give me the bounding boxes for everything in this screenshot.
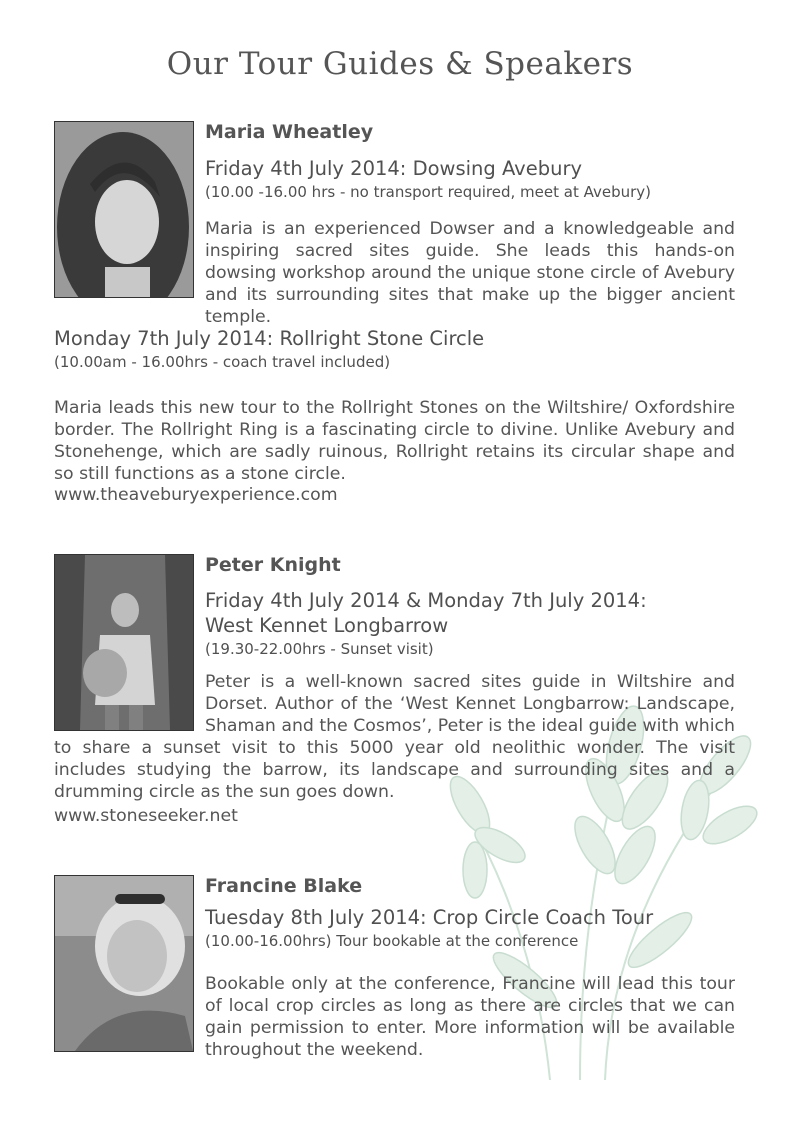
event-time-crop-circle: (10.00-16.00hrs) Tour bookable at the conference [205,932,579,950]
peter-description-block [54,671,735,803]
event-time-rollright: (10.00am - 16.00hrs - coach travel included) [54,353,391,371]
speaker-name-francine: Francine Blake [205,875,363,897]
francine-blake-photo [54,875,194,1052]
page-title: Our Tour Guides & Speakers [166,46,634,82]
event-dowsing-avebury: Friday 4th July 2014: Dowsing Avebury [205,157,583,180]
event-west-kennet-longbarrow: West Kennet Longbarrow [205,614,449,637]
maria-description: Maria is an experienced Dowser and a knowledgeable and inspiring sacred sites guide. She leads this hands-on dowsing workshop around the unique stone circle of Avebury and its surrounding sites that make up the bigger ancient temple. [205,219,735,327]
speaker-name-peter: Peter Knight [205,554,341,576]
speaker-name-maria: Maria Wheatley [205,121,374,143]
event-crop-circle-tour: Tuesday 8th July 2014: Crop Circle Coach Tour [205,906,654,929]
event-west-kennet-dates: Friday 4th July 2014 & Monday 7th July 2014: [205,589,647,612]
maria-website-link[interactable]: www.theaveburyexperience.com [54,485,338,505]
francine-description: Bookable only at the conference, Francine will lead this tour of local crop circles as long as there are circles that we can gain permission to enter. More information will be available throughout the weekend. [205,974,735,1060]
event-time-dowsing: (10.00 -16.00 hrs - no transport required, meet at Avebury) [205,183,652,201]
event-time-west-kennet: (19.30-22.00hrs - Sunset visit) [205,640,434,658]
event-rollright-stone-circle: Monday 7th July 2014: Rollright Stone Circle [54,327,485,350]
maria-wheatley-photo [54,121,194,298]
peter-website-link[interactable]: www.stoneseeker.net [54,806,238,826]
rollright-description: Maria leads this new tour to the Rollright Stones on the Wiltshire/ Oxfordshire border. The Rollright Ring is a fascinating circle to divine. Unlike Avebury and Stonehenge, which are sadly ruinous, Rollright retains its circular shape and so still functions as a stone circle. [54,398,735,484]
peter-description: Peter is a well-known sacred sites guide in Wiltshire and Dorset. Author of the ‘West Kennet Longbarrow: Landscape, Shaman and the Cosmos’, Peter is the ideal guide with which to share a sunset visit to this 5000 year old neolithic wonder. The visit includes studying the barrow, its landscape and surrounding sites and a drumming circle as the sun goes down. [54,672,735,802]
